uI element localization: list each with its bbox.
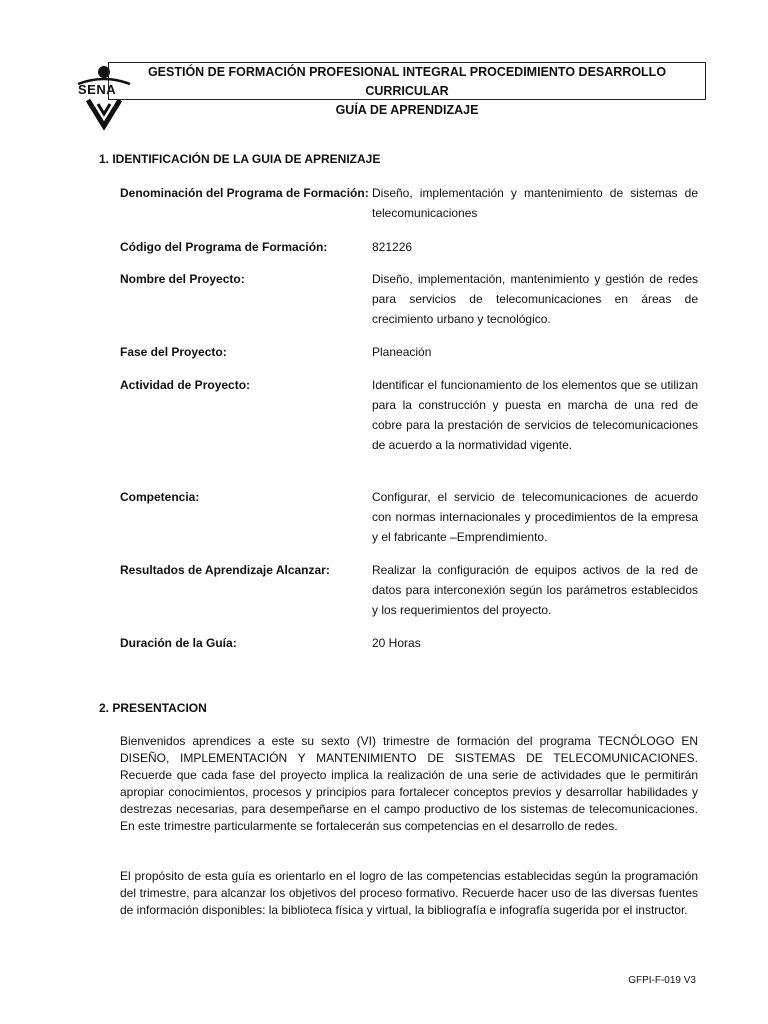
section-2-title: 2. PRESENTACION	[99, 701, 207, 715]
row-value: Diseño, implementación, mantenimiento y gestión de redes para servicios de telecomunicaciones en áreas de crecimiento urbano y tecnológico.	[372, 272, 698, 326]
row-label: Denominación del Programa de Formación:	[120, 186, 369, 200]
row-label: Actividad de Proyecto:	[120, 378, 251, 392]
row-label: Resultados de Aprendizaje Alcanzar:	[120, 563, 330, 577]
row-value: Diseño, implementación y mantenimiento de sistemas de telecomunicaciones	[372, 186, 698, 220]
row-label: Código del Programa de Formación:	[120, 240, 328, 254]
row-label: Competencia:	[120, 490, 200, 504]
header-line-2: GUÍA DE APRENDIZAJE	[335, 103, 479, 117]
row-value: Planeación	[372, 345, 432, 359]
row-value: Realizar la configuración de equipos activos de la red de datos para interconexión según los parámetros establecidos y los requerimientos del proyecto.	[372, 563, 698, 617]
row-value: Configurar, el servicio de telecomunicaciones de acuerdo con normas internacionales y procedimientos de la empresa y el fabricante –Emprendimiento.	[372, 490, 698, 544]
presentation-paragraph-2: El propósito de esta guía es orientarlo en el logro de las competencias establecidas según la programación del trimestre, para alcanzar los objetivos del proceso formativo. Recuerde hacer uso de las diversas fuentes de información disponibles: la biblioteca física y virtual, la bibliografía e infografía sugerida por el instructor.	[120, 869, 698, 917]
row-label: Fase del Proyecto:	[120, 345, 227, 359]
row-value: 20 Horas	[372, 636, 421, 650]
row-label: Duración de la Guía:	[120, 636, 237, 650]
footer-code: GFPI-F-019 V3	[628, 975, 696, 986]
section-1-title: 1. IDENTIFICACIÓN DE LA GUIA DE APRENIZAJE	[99, 152, 381, 166]
presentation-paragraph-1: Bienvenidos aprendices a este su sexto (VI) trimestre de formación del programa TECNÓLOGO EN DISEÑO, IMPLEMENTACIÓN Y MANTENIMIENTO DE SISTEMAS DE TELECOMUNICACIONES. Recuerde que cada fase del proyecto implica la realización de una serie de actividades que le permitirán apropiar conocimientos, procesos y principios para fortalecer conceptos previos y desarrollar habilidades y destrezas necesarias, para desempeñarse en el campo productivo de los sistemas de telecomunicaciones. En este trimestre particularmente se fortalecerán sus competencias en el desarrollo de redes.	[120, 734, 698, 833]
row-value: Identificar el funcionamiento de los elementos que se utilizan para la construcción y puesta en marcha de una red de cobre para la prestación de servicios de telecomunicaciones de acuerdo a la normatividad vigente.	[372, 378, 698, 452]
row-value: 821226	[372, 240, 413, 254]
row-label: Nombre del Proyecto:	[120, 272, 245, 286]
header-line-1: GESTIÓN DE FORMACIÓN PROFESIONAL INTEGRAL PROCEDIMIENTO DESARROLLO CURRICULAR	[147, 65, 667, 98]
document-header	[108, 62, 706, 117]
logo-text: SENA	[78, 82, 117, 97]
